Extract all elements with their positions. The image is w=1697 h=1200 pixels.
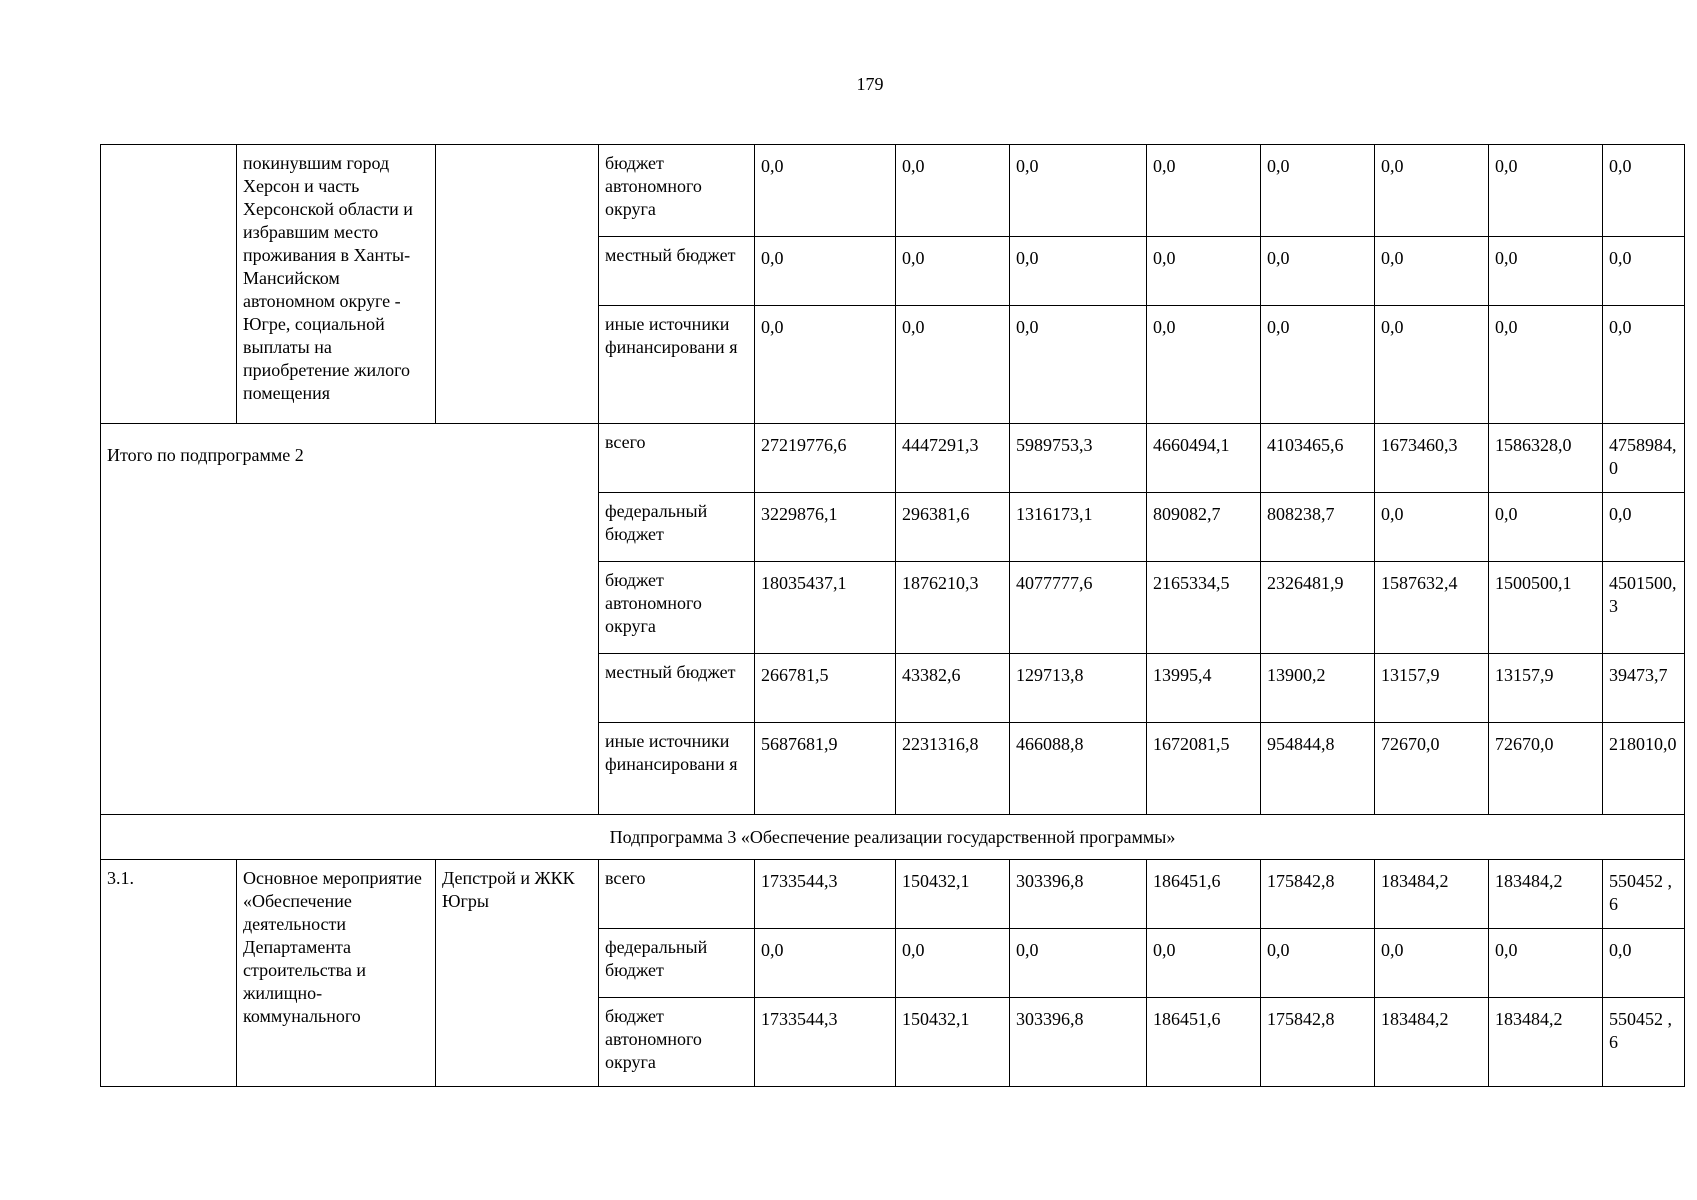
- value-cell: 0,0: [1261, 237, 1375, 306]
- value-cell: 0,0: [1375, 493, 1489, 562]
- value-cell: 0,0: [1375, 145, 1489, 237]
- value-cell: 0,0: [1375, 237, 1489, 306]
- value-cell: 0,0: [1261, 306, 1375, 424]
- value-cell: 954844,8: [1261, 723, 1375, 815]
- source-cell: федеральный бюджет: [599, 929, 755, 998]
- value-cell: 0,0: [1603, 237, 1685, 306]
- number-cell: 3.1.: [101, 860, 237, 1087]
- value-cell: 303396,8: [1010, 998, 1147, 1087]
- page-number: 179: [856, 74, 884, 94]
- source-cell: всего: [599, 424, 755, 493]
- value-cell: 175842,8: [1261, 998, 1375, 1087]
- value-cell: 2326481,9: [1261, 562, 1375, 654]
- value-cell: 4077777,6: [1010, 562, 1147, 654]
- value-cell: 0,0: [1489, 237, 1603, 306]
- value-cell: 39473,7: [1603, 654, 1685, 723]
- table-row: [101, 815, 1685, 860]
- value-cell: 466088,8: [1010, 723, 1147, 815]
- measure-name-cell: Основное мероприятие «Обеспечение деятельности Департамента строительства и жилищно-коммунального: [237, 860, 436, 1087]
- value-cell: 72670,0: [1375, 723, 1489, 815]
- source-cell: бюджет автономного округа: [599, 998, 755, 1087]
- value-cell: 183484,2: [1375, 860, 1489, 929]
- value-cell: 1500500,1: [1489, 562, 1603, 654]
- value-cell: 0,0: [755, 306, 896, 424]
- table-row: [101, 860, 1685, 929]
- value-cell: 0,0: [755, 929, 896, 998]
- value-cell: 5687681,9: [755, 723, 896, 815]
- value-cell: 0,0: [1010, 237, 1147, 306]
- value-cell: 175842,8: [1261, 860, 1375, 929]
- value-cell: 0,0: [1489, 145, 1603, 237]
- executor-cell: [436, 145, 599, 424]
- value-cell: 150432,1: [896, 998, 1010, 1087]
- value-cell: 0,0: [1147, 929, 1261, 998]
- value-cell: 0,0: [755, 145, 896, 237]
- source-cell: федеральный бюджет: [599, 493, 755, 562]
- value-cell: 303396,8: [1010, 860, 1147, 929]
- executor-cell: Депстрой и ЖКК Югры: [436, 860, 599, 1087]
- value-cell: 0,0: [1375, 929, 1489, 998]
- subprogram-total-label: Итого по подпрограмме 2: [101, 424, 599, 815]
- value-cell: 296381,6: [896, 493, 1010, 562]
- value-cell: 183484,2: [1489, 860, 1603, 929]
- value-cell: 43382,6: [896, 654, 1010, 723]
- value-cell: 550452 ,6: [1603, 860, 1685, 929]
- source-cell: бюджет автономного округа: [599, 145, 755, 237]
- value-cell: 0,0: [1489, 929, 1603, 998]
- value-cell: 13995,4: [1147, 654, 1261, 723]
- value-cell: 0,0: [1010, 145, 1147, 237]
- source-cell: местный бюджет: [599, 654, 755, 723]
- value-cell: 1733544,3: [755, 998, 896, 1087]
- source-cell: иные источники финансировани я: [599, 306, 755, 424]
- value-cell: 13900,2: [1261, 654, 1375, 723]
- value-cell: 18035437,1: [755, 562, 896, 654]
- value-cell: 27219776,6: [755, 424, 896, 493]
- value-cell: 183484,2: [1375, 998, 1489, 1087]
- value-cell: 3229876,1: [755, 493, 896, 562]
- value-cell: 0,0: [1261, 929, 1375, 998]
- value-cell: 218010,0: [1603, 723, 1685, 815]
- value-cell: 0,0: [1489, 306, 1603, 424]
- value-cell: 13157,9: [1375, 654, 1489, 723]
- value-cell: 2231316,8: [896, 723, 1010, 815]
- source-cell: иные источники финансировани я: [599, 723, 755, 815]
- value-cell: 5989753,3: [1010, 424, 1147, 493]
- source-cell: местный бюджет: [599, 237, 755, 306]
- source-cell: бюджет автономного округа: [599, 562, 755, 654]
- value-cell: 0,0: [896, 145, 1010, 237]
- value-cell: 129713,8: [1010, 654, 1147, 723]
- number-cell: [101, 145, 237, 424]
- value-cell: 186451,6: [1147, 860, 1261, 929]
- subprogram-3-title: Подпрограмма 3 «Обеспечение реализации государственной программы»: [101, 815, 1685, 860]
- value-cell: 0,0: [1147, 145, 1261, 237]
- value-cell: 0,0: [1375, 306, 1489, 424]
- value-cell: 4660494,1: [1147, 424, 1261, 493]
- value-cell: 0,0: [1603, 145, 1685, 237]
- value-cell: 0,0: [1489, 493, 1603, 562]
- value-cell: 808238,7: [1261, 493, 1375, 562]
- value-cell: 150432,1: [896, 860, 1010, 929]
- value-cell: 4501500, 3: [1603, 562, 1685, 654]
- value-cell: 1587632,4: [1375, 562, 1489, 654]
- value-cell: 2165334,5: [1147, 562, 1261, 654]
- value-cell: 0,0: [755, 237, 896, 306]
- value-cell: 72670,0: [1489, 723, 1603, 815]
- value-cell: 1586328,0: [1489, 424, 1603, 493]
- table-row: [101, 424, 1685, 493]
- value-cell: 4103465,6: [1261, 424, 1375, 493]
- value-cell: 1316173,1: [1010, 493, 1147, 562]
- value-cell: 1876210,3: [896, 562, 1010, 654]
- value-cell: 0,0: [1603, 493, 1685, 562]
- value-cell: 183484,2: [1489, 998, 1603, 1087]
- value-cell: 0,0: [1010, 306, 1147, 424]
- value-cell: 1673460,3: [1375, 424, 1489, 493]
- value-cell: 0,0: [896, 237, 1010, 306]
- table-row: [101, 145, 1685, 237]
- value-cell: 0,0: [1261, 145, 1375, 237]
- value-cell: 266781,5: [755, 654, 896, 723]
- value-cell: 0,0: [896, 306, 1010, 424]
- value-cell: 0,0: [1147, 237, 1261, 306]
- value-cell: 186451,6: [1147, 998, 1261, 1087]
- financing-table: [100, 144, 1685, 1087]
- value-cell: 1733544,3: [755, 860, 896, 929]
- value-cell: 0,0: [1603, 929, 1685, 998]
- value-cell: 0,0: [1147, 306, 1261, 424]
- value-cell: 550452 ,6: [1603, 998, 1685, 1087]
- value-cell: 13157,9: [1489, 654, 1603, 723]
- value-cell: 4758984, 0: [1603, 424, 1685, 493]
- value-cell: 4447291,3: [896, 424, 1010, 493]
- value-cell: 0,0: [1603, 306, 1685, 424]
- source-cell: всего: [599, 860, 755, 929]
- value-cell: 1672081,5: [1147, 723, 1261, 815]
- value-cell: 0,0: [896, 929, 1010, 998]
- value-cell: 809082,7: [1147, 493, 1261, 562]
- value-cell: 0,0: [1010, 929, 1147, 998]
- measure-name-cell: покинувшим город Херсон и часть Херсонской области и избравшим место проживания в Ханты-Мансийском автономном округе - Югре, социальной выплаты на приобретение жилого помещения: [237, 145, 436, 424]
